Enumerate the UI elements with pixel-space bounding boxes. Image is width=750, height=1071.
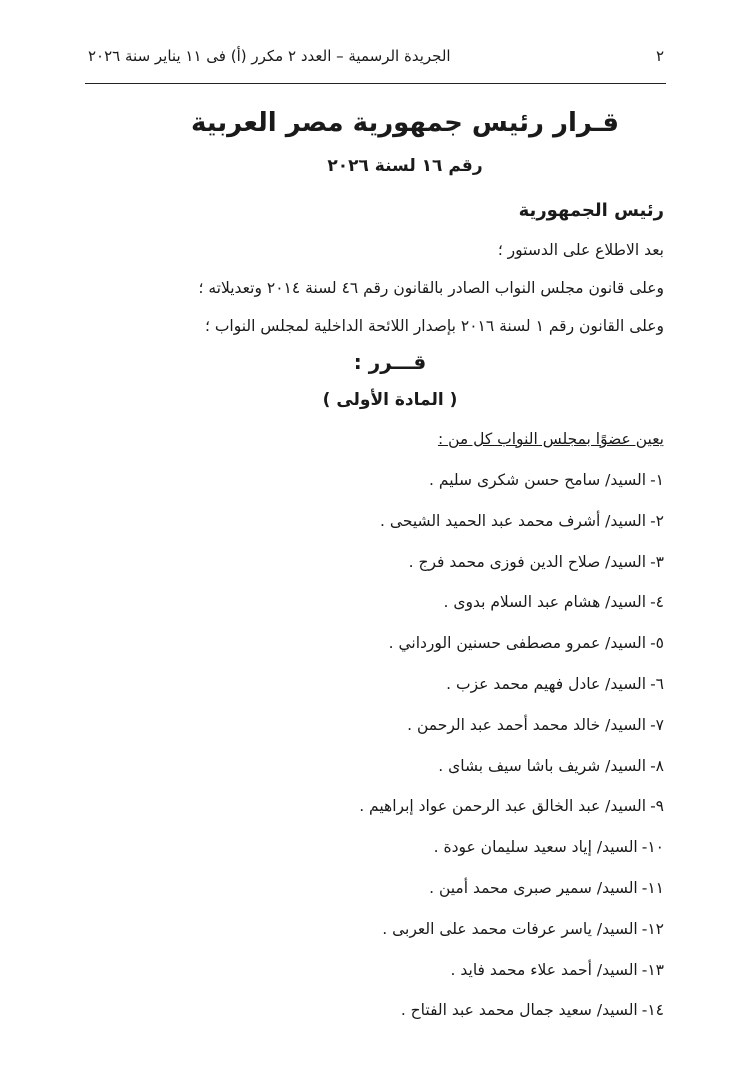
member-name: السيد/ أشرف محمد عبد الحميد الشيحى . bbox=[380, 511, 647, 530]
running-header bbox=[88, 42, 664, 70]
list-item bbox=[86, 870, 664, 911]
article-title: ( المادة الأولى ) bbox=[322, 390, 458, 410]
item-number: ٢- bbox=[650, 511, 664, 530]
publication-line: الجريدة الرسمية – العدد ٢ مكرر (أ) فى ١١ يناير سنة ٢٠٢٦ bbox=[88, 47, 451, 65]
list-item bbox=[86, 625, 664, 666]
header-divider bbox=[85, 83, 666, 84]
item-number: ١١- bbox=[641, 878, 664, 897]
item-number: ١٢- bbox=[641, 919, 664, 938]
member-name: السيد/ سمير صبرى محمد أمين . bbox=[429, 878, 638, 897]
member-name: السيد/ ياسر عرفات محمد على العربى . bbox=[382, 919, 638, 938]
item-number: ٩- bbox=[650, 797, 664, 816]
member-name: السيد/ عمرو مصطفى حسنين الورداني . bbox=[388, 634, 647, 653]
appointment-line: يعين عضوًا بمجلس النواب كل من : bbox=[437, 430, 664, 448]
decided-heading: قـــرر : bbox=[353, 350, 427, 374]
preamble bbox=[86, 236, 664, 350]
member-name: السيد/ إياد سعيد سليمان عودة . bbox=[433, 838, 638, 857]
member-name: السيد/ خالد محمد أحمد عبد الرحمن . bbox=[407, 715, 647, 734]
item-number: ٧- bbox=[650, 715, 664, 734]
list-item bbox=[86, 544, 664, 585]
member-name: السيد/ عبد الخالق عبد الرحمن عواد إبراهيم . bbox=[359, 797, 647, 816]
preamble-line: وعلى القانون رقم ١ لسنة ٢٠١٦ بإصدار اللائحة الداخلية لمجلس النواب ؛ bbox=[204, 317, 664, 335]
item-number: ١٠- bbox=[641, 838, 664, 857]
list-item bbox=[86, 748, 664, 789]
list-item bbox=[86, 911, 664, 952]
member-name: السيد/ سامح حسن شكرى سليم . bbox=[429, 471, 647, 489]
item-number: ٥- bbox=[650, 634, 664, 653]
members-list bbox=[86, 462, 664, 1033]
decree-number: رقم ١٦ لسنة ٢٠٢٦ bbox=[327, 156, 483, 176]
list-item bbox=[86, 503, 664, 544]
list-item bbox=[86, 666, 664, 707]
list-item bbox=[86, 584, 664, 625]
preamble-line: بعد الاطلاع على الدستور ؛ bbox=[497, 241, 664, 259]
president-label: رئيس الجمهورية bbox=[518, 200, 664, 221]
item-number: ١٣- bbox=[641, 960, 664, 979]
decree-title: قـرار رئيس جمهورية مصر العربية bbox=[191, 108, 619, 138]
member-name: السيد/ عادل فهيم محمد عزب . bbox=[446, 674, 647, 693]
list-item bbox=[86, 992, 664, 1033]
item-number: ٣- bbox=[650, 552, 664, 571]
item-number: ١٤- bbox=[641, 1001, 664, 1020]
member-name: السيد/ هشام عبد السلام بدوى . bbox=[443, 593, 647, 612]
item-number: ٦- bbox=[650, 674, 664, 693]
member-name: السيد/ أحمد علاء محمد فايد . bbox=[450, 960, 638, 979]
member-name: السيد/ شريف باشا سيف بشاى . bbox=[438, 756, 647, 775]
page-number: ٢ bbox=[655, 47, 664, 65]
list-item bbox=[86, 829, 664, 870]
item-number: ٨- bbox=[650, 756, 664, 775]
list-item bbox=[86, 462, 664, 503]
list-item bbox=[86, 788, 664, 829]
preamble-line: وعلى قانون مجلس النواب الصادر بالقانون رقم ٤٦ لسنة ٢٠١٤ وتعديلاته ؛ bbox=[198, 279, 664, 297]
item-number: ١- bbox=[650, 471, 664, 489]
list-item bbox=[86, 952, 664, 993]
list-item bbox=[86, 707, 664, 748]
member-name: السيد/ سعيد جمال محمد عبد الفتاح . bbox=[400, 1001, 638, 1020]
item-number: ٤- bbox=[650, 593, 664, 612]
member-name: السيد/ صلاح الدين فوزى محمد فرج . bbox=[408, 552, 647, 571]
